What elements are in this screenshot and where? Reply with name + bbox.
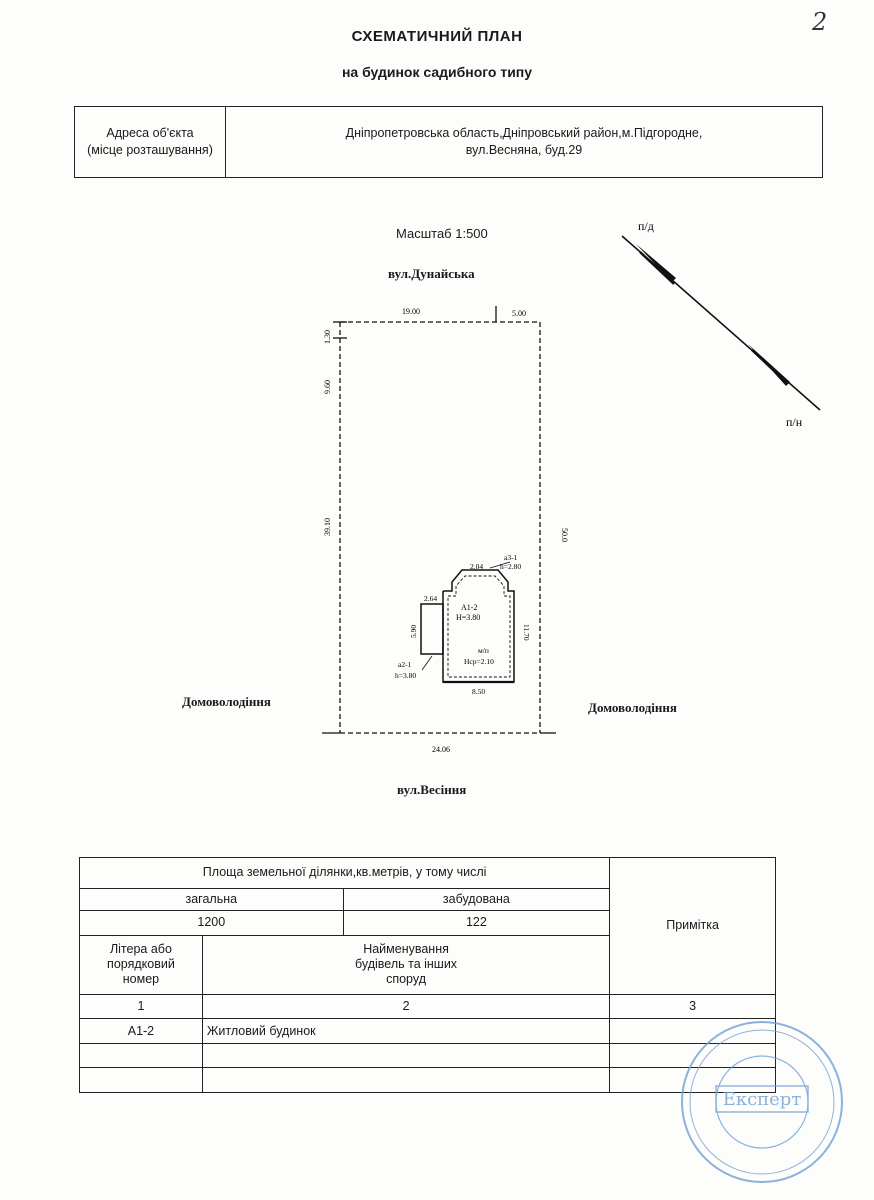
column-number-1: 1 [80, 994, 203, 1019]
dim-left-c: 39.10 [323, 518, 332, 536]
page-title: СХЕМАТИЧНИЙ ПЛАН [351, 28, 523, 45]
address-value-line2: вул.Весняна, буд.29 [465, 143, 583, 157]
page-subtitle: на будинок садибного типу [341, 64, 533, 80]
row-letter [80, 1043, 203, 1068]
neighbor-right-label: Домоволодіння [588, 700, 677, 715]
bay-width: 2.04 [470, 562, 484, 571]
letter-header [80, 935, 203, 994]
page-number: 2 [812, 8, 828, 36]
main-building-height: H=3.80 [456, 613, 481, 622]
basement-height: Нср=2.10 [464, 657, 494, 666]
street-bottom-label: вул.Весіння [397, 782, 467, 797]
row-name: Житловий будинок [202, 1019, 609, 1044]
main-building-label: А1-2 [461, 603, 478, 612]
annex-length: 5.90 [409, 624, 418, 638]
name-header-line1: Найменування [363, 942, 449, 957]
dim-top-a: 19.00 [402, 307, 420, 316]
note-header: Примітка [610, 858, 776, 995]
basement-label: м/п [478, 646, 489, 655]
bay-height: h=2.80 [500, 562, 522, 571]
annex-height: h=3.80 [395, 671, 417, 680]
row-letter: А1-2 [80, 1019, 203, 1044]
dim-left-b: 9.60 [323, 380, 332, 394]
wind-direction-arrow [622, 236, 820, 410]
total-area-value: 1200 [80, 911, 344, 936]
address-value-line1: Дніпропетровська область,Дніпровський район,м.Підгородне, [345, 126, 703, 140]
name-header-line3: споруд [386, 972, 426, 987]
expert-seal-stamp [670, 1010, 850, 1190]
plan-scale: Масштаб 1:500 [396, 226, 488, 241]
street-top-label: вул.Дунайська [388, 266, 475, 281]
wind-label-top: п/д [638, 219, 654, 233]
letter-header-line3: номер [122, 972, 160, 987]
letter-header-line1: Літера або [109, 942, 172, 957]
building-depth: 11.70 [522, 624, 531, 641]
building-width: 8.50 [472, 687, 486, 696]
neighbor-left-label: Домоволодіння [182, 694, 271, 709]
row-letter [80, 1068, 203, 1093]
wind-label-bottom: п/н [786, 415, 803, 429]
total-area-header: загальна [80, 888, 344, 910]
built-area-value: 122 [343, 911, 610, 936]
column-number-2: 2 [202, 994, 609, 1019]
dim-bottom: 24.06 [432, 745, 450, 754]
annex-width: 2.64 [424, 594, 438, 603]
area-title: Площа земельної ділянки,кв.метрів, у тому числі [80, 858, 610, 889]
address-label-line1: Адреса об'єкта [106, 126, 194, 140]
annex-label: а2-1 [398, 660, 412, 669]
dim-right: 50.0 [560, 528, 569, 542]
row-name [202, 1043, 609, 1068]
letter-header-line2: порядковий [107, 957, 175, 972]
column-number-3: 3 [610, 994, 776, 1019]
built-area-header: забудована [343, 888, 610, 910]
dim-top-b: 5.00 [512, 309, 526, 318]
address-label-line2: (місце розташування) [87, 143, 213, 157]
row-name [202, 1068, 609, 1093]
dim-left-a: 1.30 [323, 330, 332, 344]
name-header [202, 935, 609, 994]
bay-label: а3-1 [504, 553, 518, 562]
svg-text:Експерт: Експерт [722, 1089, 802, 1110]
name-header-line2: будівель та інших [355, 957, 458, 972]
